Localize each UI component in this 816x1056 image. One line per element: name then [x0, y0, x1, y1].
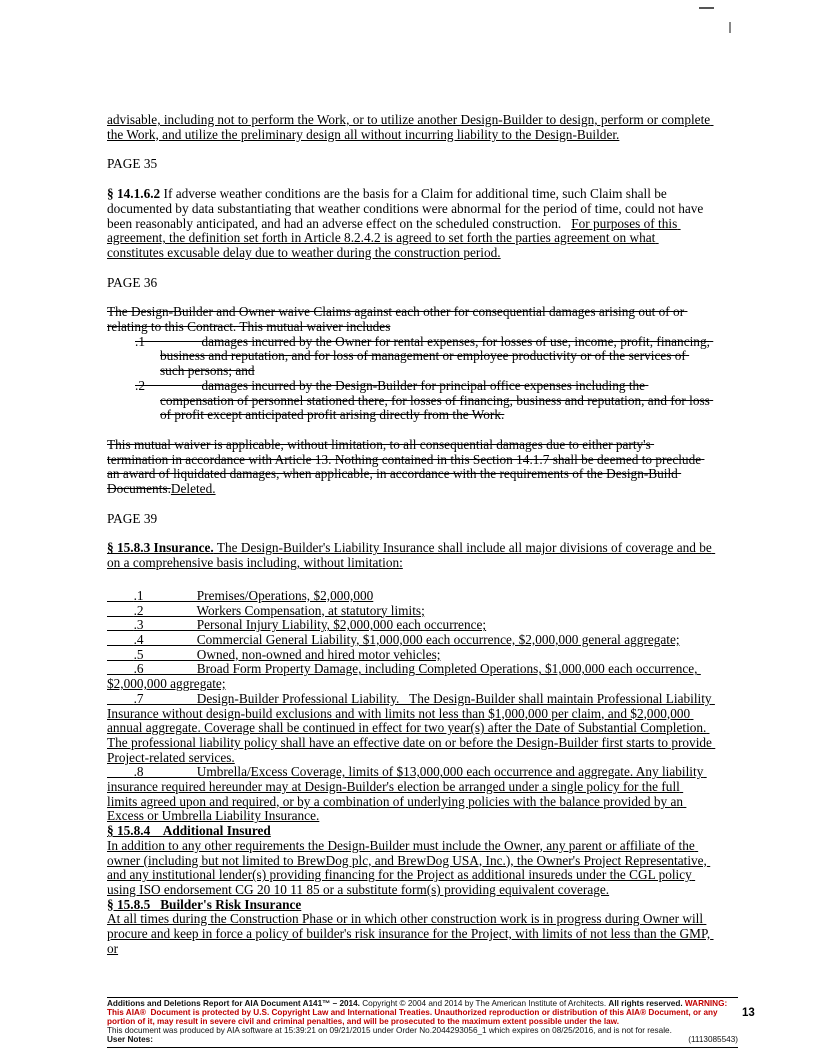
section-15-8-4-heading	[107, 824, 713, 839]
page-number: 13	[742, 1007, 755, 1019]
text-run: .8 Umbrella/Excess Coverage, limits of $13,000,000 each occurrence and aggregate. Any liability insurance required hereunder may at Design-Builder's election be arranged under a single policy for the full limits agreed upon and required, or by a combination of underlying policies with the balance provided by an Excess or Umbrella Liability Insurance.	[107, 764, 707, 824]
text-run: § 14.1.6.2	[107, 186, 161, 202]
section-15-8-5-heading	[107, 898, 713, 913]
deleted-waiver-closing	[107, 438, 713, 497]
text-run: For purposes of this agreement, the definition set forth in Article 8.2.4.2 is agreed to set forth the parties agreement on what constitutes excusable delay due to weather during the construction period.	[107, 215, 681, 260]
text-run: The Design-Builder's Liability Insurance shall include all major divisions of coverage and be on a comprehensive basis including, without limitation:	[107, 540, 716, 571]
text-run: .5 Owned, non-owned and hired motor vehicles;	[107, 646, 441, 662]
insurance-item-4	[107, 633, 713, 648]
deleted-waiver-intro	[107, 305, 713, 334]
text-run: .6 Broad Form Property Damage, including Completed Operations, $1,000,000 each occurrence, $2,000,000 aggregate;	[107, 661, 701, 692]
page-35-label	[107, 157, 713, 172]
text-run: .2 damages incurred by the Design-Builder for principal office expenses including the compensation of personnel stationed there, for losses of financing, business and reputation, and for loss of profit except anticipated profit arising directly from the Work.	[135, 377, 714, 423]
insurance-item-6	[107, 662, 713, 691]
text-run: At all times during the Construction Phase or in which other construction work is in progress during Owner will procure and keep in force a policy of builder's risk insurance for the Project, with limits of not less than the GMP, or	[107, 911, 714, 956]
text-run: .2 Workers Compensation, at statutory limits;	[107, 602, 425, 618]
insurance-item-7	[107, 690, 716, 766]
insurance-item-3	[107, 618, 713, 633]
text-run: This document was produced by AIA software at 15:39:21 on 09/21/2015 under Order No.2044293056_1 which expires on 08/25/2016, and is not for resale.	[107, 1025, 672, 1035]
text-run: .1 Premises/Operations, $2,000,000	[107, 587, 374, 603]
page-footer	[107, 997, 738, 1048]
text-run: All rights reserved.	[608, 999, 685, 1008]
footer-produced-line	[107, 1027, 738, 1036]
text-run: In addition to any other requirements the Design-Builder must include the Owner, any parent or affiliate of the owner (including but not limited to BrewDog plc, and BrewDog USA, Inc.), the Owner's Project Representative, and any institutional lender(s) providing financing for the Project as additional insureds under the CGL policy using ISO endorsement CG 20 10 11 85 or a substitute form(s) providing equivalent coverage.	[107, 837, 711, 897]
deleted-item-1	[135, 333, 714, 379]
page-39-label	[107, 512, 713, 527]
text-run: User Notes:	[107, 1034, 153, 1044]
text-run: Additions and Deletions Report for AIA Document A141™ – 2014.	[107, 999, 360, 1008]
text-run: Copyright © 2004 and 2014 by The American Institute of Architects.	[359, 999, 609, 1008]
text-run: WARNING: This AIA® Document is protected by U.S. Copyright Law and International Treaties. Unauthorized reproduction or distribution of this AIA® Document, or any portion of it, may result in severe civil and criminal penalties, and will be prosecuted to the maximum extent possible under the law.	[107, 999, 730, 1026]
insurance-item-1	[107, 589, 713, 604]
text-run: § 15.8.4 Additional Insured	[107, 823, 271, 839]
section-14-1-6-2	[107, 187, 713, 261]
text-run: If adverse weather conditions are the basis for a Claim for additional time, such Claim shall be documented by data substantiating that weather conditions were abnormal for the period of time, could not have been reasonably anticipated, and had an adverse effect on the scheduled construction.	[107, 186, 707, 231]
footer-copyright-line	[107, 1000, 738, 1027]
insurance-item-2	[107, 604, 713, 619]
scan-artifact-top	[699, 7, 714, 9]
text-run: § 15.8.3 Insurance.	[107, 540, 214, 556]
footer-user-notes-line	[107, 1036, 738, 1045]
text-run: Deleted.	[170, 481, 216, 497]
text-run: § 15.8.5 Builder's Risk Insurance	[107, 896, 302, 912]
document-body	[107, 112, 716, 956]
text-run: PAGE 39	[107, 510, 158, 526]
section-15-8-3-insurance	[107, 540, 716, 571]
addition-paragraph	[107, 113, 713, 142]
page-36-label	[107, 276, 713, 291]
insurance-item-5	[107, 648, 713, 663]
text-run: .7 Design-Builder Professional Liability. The Design-Builder shall maintain Professional Liability Insurance without design-build exclusions and with limits not less than $1,000,000 per claim, and $2,000,000 annual aggregate. Coverage shall be continued in effect for two year(s) after the Date of Substantial Completion. The professional liability policy shall have an effective date on or before the Design-Builder first starts to provide Project-related services.	[107, 690, 716, 765]
text-run: .3 Personal Injury Liability, $2,000,000 each occurrence;	[107, 617, 487, 633]
scan-artifact-corner	[729, 22, 731, 33]
text-run: PAGE 35	[107, 156, 158, 172]
insurance-item-8	[107, 765, 713, 824]
text-run: PAGE 36	[107, 274, 158, 290]
text-run: The Design-Builder and Owner waive Claims against each other for consequential damages arising out of or relating to this Contract. This mutual waiver includes	[107, 304, 688, 335]
text-run: .1 damages incurred by the Owner for rental expenses, for losses of use, income, profit, financing, business and reputation, and for loss of management or employee productivity or of the services of such persons; and	[135, 333, 714, 379]
text-run: (1113085543)	[688, 1034, 738, 1044]
section-15-8-5-body	[107, 912, 713, 956]
section-15-8-4-body	[107, 839, 713, 898]
text-run: This mutual waiver is applicable, without limitation, to all consequential damages due to either party's termination in accordance with Article 13. Nothing contained in this Section 14.1.7 shall be deemed to preclude an award of liquidated damages, when applicable, in accordance with the requirements of the Design-Build Documents.	[107, 436, 705, 497]
text-run: .4 Commercial General Liability, $1,000,000 each occurrence, $2,000,000 general aggregate;	[107, 631, 680, 647]
deleted-item-2	[135, 377, 714, 423]
footer-text	[107, 1000, 738, 1045]
text-run: advisable, including not to perform the Work, or to utilize another Design-Builder to design, perform or complete the Work, and utilize the preliminary design all without incurring liability to the Design-Builder.	[107, 112, 714, 142]
